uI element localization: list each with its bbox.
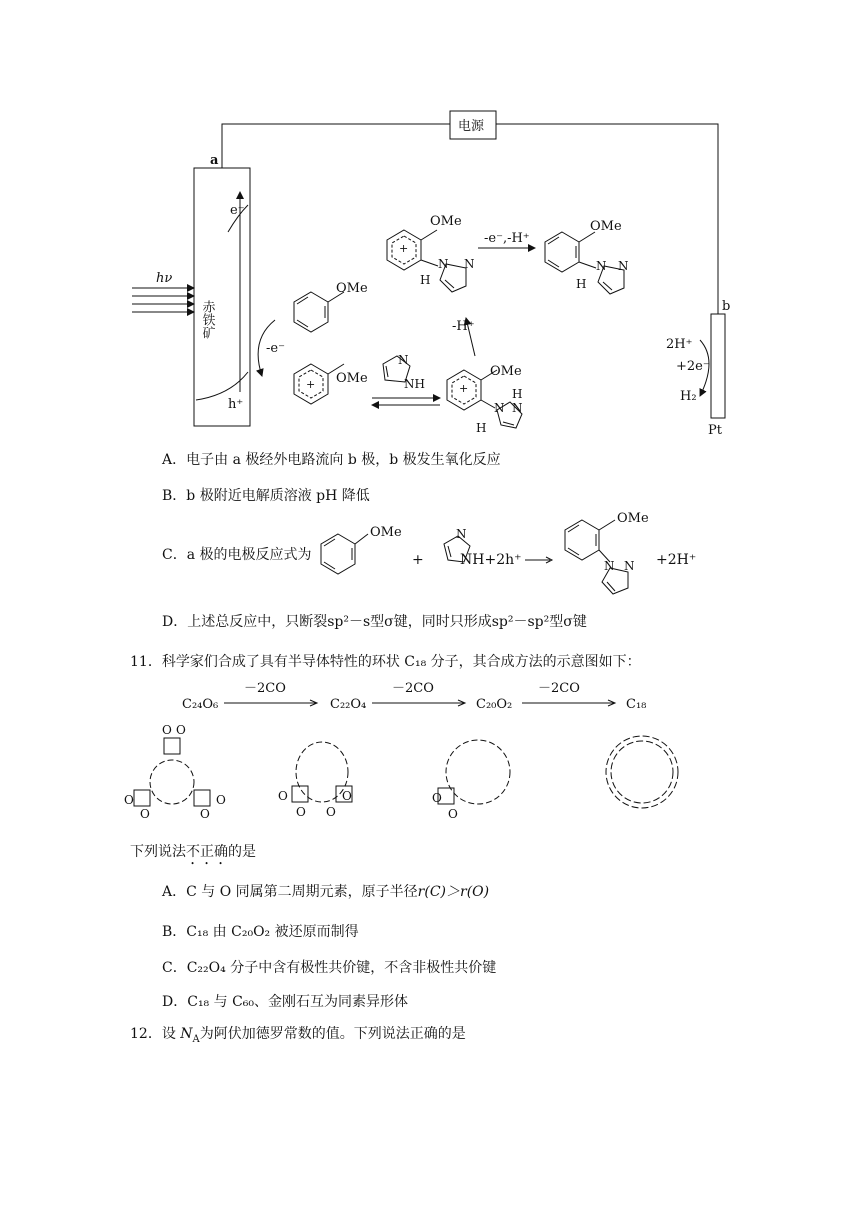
svg-text:NH: NH bbox=[404, 377, 425, 391]
svg-text:N: N bbox=[464, 257, 475, 271]
q11-ask: 下列说法不正确的是 bbox=[130, 844, 256, 860]
c18-synthesis-scheme bbox=[120, 676, 680, 846]
q11-option-c: C．C₂₂O₄ 分子中含有极性共价键，不含非极性共价键 bbox=[162, 960, 497, 976]
svg-text:OMe: OMe bbox=[590, 219, 622, 234]
species-c24o6: C₂₄O₆ bbox=[182, 697, 219, 712]
q10-option-a: A．电子由 a 极经外电路流向 b 极，b 极发生氧化反应 bbox=[162, 452, 501, 468]
external-circuit-wire bbox=[222, 124, 718, 314]
svg-text:－2CO: －2CO bbox=[244, 681, 286, 696]
svg-text:H: H bbox=[420, 273, 431, 287]
pt-electrode bbox=[711, 314, 725, 418]
svg-text:OMe: OMe bbox=[490, 364, 522, 379]
step-top-label: -e⁻,-H⁺ bbox=[484, 231, 530, 246]
svg-text:O: O bbox=[124, 793, 134, 807]
q10-option-d: D．上述总反应中，只断裂sp²－s型σ键，同时只形成sp²－sp²型σ键 bbox=[162, 614, 587, 630]
q10-option-c-equation bbox=[310, 506, 710, 596]
cathode-product-label: H₂ bbox=[680, 389, 697, 404]
svg-text:O: O bbox=[216, 793, 226, 807]
svg-text:+2H⁺: +2H⁺ bbox=[656, 552, 697, 568]
light-label: hν bbox=[156, 271, 173, 286]
species-c22o4: C₂₂O₄ bbox=[330, 697, 367, 712]
electrode-b-label: b bbox=[722, 299, 731, 314]
svg-text:N: N bbox=[604, 559, 615, 573]
cathode-reactant-label: 2H⁺ bbox=[666, 337, 693, 352]
q11-option-b: B．C₁₈ 由 C₂₀O₂ 被还原而制得 bbox=[162, 924, 359, 940]
svg-text:OMe: OMe bbox=[617, 511, 649, 526]
q11-stem: 11．科学家们合成了具有半导体特性的环状 C₁₈ 分子，其合成方法的示意图如下： bbox=[130, 654, 641, 670]
svg-text:O: O bbox=[432, 791, 442, 805]
svg-text:O: O bbox=[342, 789, 352, 803]
svg-text:O: O bbox=[162, 723, 172, 737]
electrochem-figure bbox=[0, 100, 860, 450]
svg-text:O: O bbox=[326, 805, 336, 819]
svg-text:+: + bbox=[459, 382, 469, 395]
electron-label: e⁻ bbox=[230, 203, 245, 218]
svg-text:N: N bbox=[456, 527, 467, 541]
svg-text:N: N bbox=[618, 259, 629, 273]
power-source-label: 电源 bbox=[458, 119, 485, 134]
svg-text:+: + bbox=[412, 552, 424, 568]
electrode-a-label: a bbox=[210, 153, 219, 168]
svg-text:+: + bbox=[399, 242, 409, 255]
svg-text:N: N bbox=[398, 353, 409, 367]
q10-option-b: B．b 极附近电解质溶液 pH 降低 bbox=[162, 488, 370, 504]
svg-text:+: + bbox=[306, 378, 316, 391]
svg-text:H: H bbox=[512, 387, 523, 401]
svg-text:O: O bbox=[176, 723, 186, 737]
hole-label: h⁺ bbox=[228, 397, 244, 412]
svg-text:－2CO: －2CO bbox=[538, 681, 580, 696]
pt-label: Pt bbox=[708, 423, 722, 438]
svg-text:O: O bbox=[296, 805, 306, 819]
svg-text:NH+2h⁺: NH+2h⁺ bbox=[460, 552, 522, 568]
q11-option-a: A．C 与 O 同属第二周期元素，原子半径r(C)＞r(O) bbox=[162, 884, 490, 900]
svg-text:N: N bbox=[512, 401, 523, 415]
svg-text:O: O bbox=[448, 807, 458, 821]
svg-text:N: N bbox=[438, 257, 449, 271]
svg-text:N: N bbox=[596, 259, 607, 273]
species-c18: C₁₈ bbox=[626, 697, 647, 712]
minus-e-label: -e⁻ bbox=[266, 341, 285, 356]
svg-text:H: H bbox=[576, 277, 587, 291]
svg-text:－2CO: －2CO bbox=[392, 681, 434, 696]
q10-option-c: C．a 极的电极反应式为 bbox=[162, 547, 312, 563]
step-mid-label: -H⁺ bbox=[452, 319, 475, 334]
q12-stem: 12．设 $N_A$为阿伏加德罗常数的值。下列说法正确的是 bbox=[130, 1026, 466, 1045]
svg-text:OMe: OMe bbox=[370, 525, 402, 540]
species-c20o2: C₂₀O₂ bbox=[476, 697, 513, 712]
svg-text:N: N bbox=[494, 401, 505, 415]
svg-text:O: O bbox=[200, 807, 210, 821]
svg-text:O: O bbox=[140, 807, 150, 821]
svg-text:OMe: OMe bbox=[336, 281, 368, 296]
svg-text:OMe: OMe bbox=[336, 371, 368, 386]
cathode-electrons-label: +2e⁻ bbox=[676, 359, 710, 374]
svg-text:N: N bbox=[624, 559, 635, 573]
q11-option-d: D．C₁₈ 与 C₆₀、金刚石互为同素异形体 bbox=[162, 994, 409, 1010]
hematite-label: 赤铁矿 bbox=[199, 300, 215, 339]
svg-text:H: H bbox=[476, 421, 487, 435]
svg-text:O: O bbox=[278, 789, 288, 803]
svg-text:OMe: OMe bbox=[430, 214, 462, 229]
